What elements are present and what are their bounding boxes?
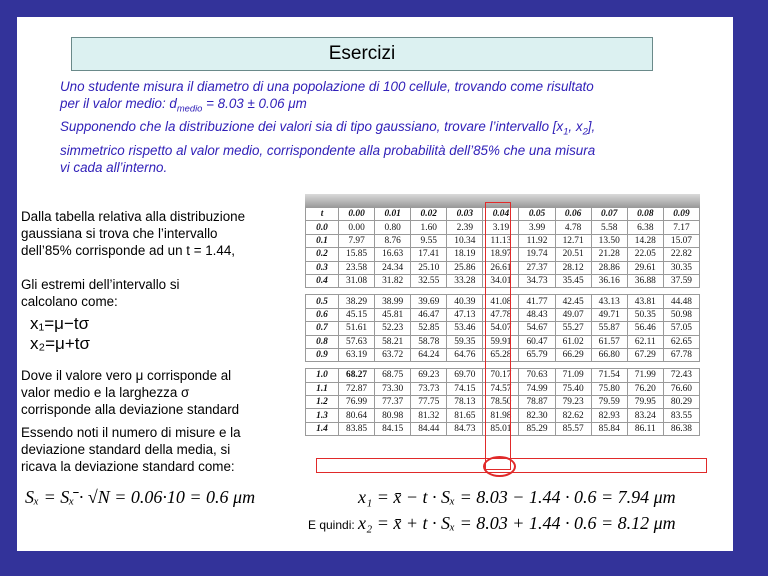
table-cell: 31.08	[339, 274, 375, 287]
table-cell: 81.65	[447, 409, 483, 422]
table-cell: 76.99	[339, 396, 375, 409]
table-cell: 34.01	[483, 274, 519, 287]
table-cell: 62.11	[627, 335, 663, 348]
table-cell: 84.15	[375, 422, 411, 435]
table-cell: 40.39	[447, 295, 483, 308]
highlight-circle-8501	[483, 456, 516, 477]
table-cell: 14.28	[627, 234, 663, 247]
row-header-cell: 0.7	[306, 322, 339, 335]
table-cell: 22.82	[663, 248, 699, 261]
table-cell: 52.85	[411, 322, 447, 335]
table-cell: 0.00	[339, 221, 375, 234]
table-cell: 80.98	[375, 409, 411, 422]
table-cell: 65.79	[519, 348, 555, 361]
table-cell: 50.98	[663, 308, 699, 321]
table-cell: 85.57	[555, 422, 591, 435]
explanation-paragraph-1	[21, 208, 245, 259]
table-cell: 78.50	[483, 396, 519, 409]
row-header-cell: 0.0	[306, 221, 339, 234]
table-cell: 55.87	[591, 322, 627, 335]
table-cell: 3.19	[483, 221, 519, 234]
table-cell: 62.65	[663, 335, 699, 348]
table-cell: 63.19	[339, 348, 375, 361]
p3-line-1: Dove il valore vero μ corrisponde al	[21, 368, 232, 383]
row-header-cell: 1.2	[306, 396, 339, 409]
table-cell: 10.34	[447, 234, 483, 247]
header-cell: 0.06	[555, 208, 591, 221]
table-cell: 57.05	[663, 322, 699, 335]
p4-line-3: ricava la deviazione standard come:	[21, 459, 235, 474]
p4-line-2: deviazione standard della media, si	[21, 442, 231, 457]
table-cell: 80.29	[663, 396, 699, 409]
p4-line-1: Essendo noti il numero di misure e la	[21, 425, 241, 440]
table-cell: 83.85	[339, 422, 375, 435]
table-cell: 79.23	[555, 396, 591, 409]
table-cell: 28.12	[555, 261, 591, 274]
explanation-paragraph-4	[21, 424, 241, 475]
header-cell: 0.03	[447, 208, 483, 221]
table-cell: 59.91	[483, 335, 519, 348]
table-cell: 55.27	[555, 322, 591, 335]
table-cell: 85.29	[519, 422, 555, 435]
table-cell: 67.29	[627, 348, 663, 361]
table-cell: 23.58	[339, 261, 375, 274]
table-cell: 49.71	[591, 308, 627, 321]
table-cell: 67.78	[663, 348, 699, 361]
table-cell: 80.64	[339, 409, 375, 422]
table-cell: 15.07	[663, 234, 699, 247]
row-header-cell: 1.0	[306, 369, 339, 382]
row-header-cell: 0.5	[306, 295, 339, 308]
table-cell: 58.78	[411, 335, 447, 348]
table-cell: 9.55	[411, 234, 447, 247]
table-cell: 11.92	[519, 234, 555, 247]
row-header-cell: 0.8	[306, 335, 339, 348]
table-cell: 17.41	[411, 248, 447, 261]
table-cell: 8.76	[375, 234, 411, 247]
table-cell: 29.61	[627, 261, 663, 274]
table-cell: 68.75	[375, 369, 411, 382]
table-cell: 12.71	[555, 234, 591, 247]
header-cell: 0.04	[483, 208, 519, 221]
table-cell: 5.58	[591, 221, 627, 234]
table-cell: 38.99	[375, 295, 411, 308]
table-cell: 86.11	[627, 422, 663, 435]
table-cell: 19.74	[519, 248, 555, 261]
table-cell: 86.38	[663, 422, 699, 435]
interval-formulas	[30, 314, 90, 354]
table-cell: 15.85	[339, 248, 375, 261]
table-cell: 45.81	[375, 308, 411, 321]
table-cell: 28.86	[591, 261, 627, 274]
table-cell: 66.80	[591, 348, 627, 361]
table-cell: 70.63	[519, 369, 555, 382]
table-cell: 38.29	[339, 295, 375, 308]
row-header-cell: 0.2	[306, 248, 339, 261]
table-cell: 83.24	[627, 409, 663, 422]
table-cell: 22.05	[627, 248, 663, 261]
table-cell: 59.35	[447, 335, 483, 348]
header-cell: 0.09	[663, 208, 699, 221]
table-cell: 54.67	[519, 322, 555, 335]
table-cell: 74.57	[483, 382, 519, 395]
table-cell: 71.54	[591, 369, 627, 382]
table-cell: 35.45	[555, 274, 591, 287]
table-cell: 46.47	[411, 308, 447, 321]
table-cell: 7.17	[663, 221, 699, 234]
row-header-cell: 0.1	[306, 234, 339, 247]
table-cell: 25.86	[447, 261, 483, 274]
table-cell: 79.95	[627, 396, 663, 409]
table-cell: 69.23	[411, 369, 447, 382]
table-cell: 21.28	[591, 248, 627, 261]
p1-line-2: gaussiana si trova che l’intervallo	[21, 226, 218, 241]
table-cell: 39.69	[411, 295, 447, 308]
table-cell: 84.73	[447, 422, 483, 435]
intro-line-4: simmetrico rispetto al valor medio, corrispondente alla probabilità dell’85% che una misura	[60, 142, 596, 158]
table-cell: 26.61	[483, 261, 519, 274]
table-cell: 47.13	[447, 308, 483, 321]
table-cell: 74.99	[519, 382, 555, 395]
table-cell: 74.15	[447, 382, 483, 395]
table-cell: 85.84	[591, 422, 627, 435]
table-cell: 16.63	[375, 248, 411, 261]
table-cell: 25.10	[411, 261, 447, 274]
table-cell: 30.35	[663, 261, 699, 274]
table-cell: 79.59	[591, 396, 627, 409]
explanation-paragraph-3	[21, 367, 239, 418]
table-cell: 37.59	[663, 274, 699, 287]
table-cell: 84.44	[411, 422, 447, 435]
intro-line-3-b: ],	[587, 119, 596, 135]
table-cell: 76.20	[627, 382, 663, 395]
row-header-cell: 0.3	[306, 261, 339, 274]
table-cell: 75.40	[555, 382, 591, 395]
intro-line-1: Uno studente misura il diametro di una popolazione di 100 cellule, trovando come risultato	[60, 79, 594, 94]
table-cell: 76.60	[663, 382, 699, 395]
intro-line-3-sub2: 2	[582, 127, 588, 138]
p3-line-2: valor medio e la larghezza σ	[21, 385, 190, 400]
header-cell: 0.08	[627, 208, 663, 221]
equation-x1: x₁ = x̄ − t · Sₓ = 8.03 − 1.44 · 0.6 = 7.94 μm	[358, 487, 676, 507]
table-cell: 71.99	[627, 369, 663, 382]
table-cell: 43.13	[591, 295, 627, 308]
header-cell: 0.01	[375, 208, 411, 221]
formula-x2: x₂=μ+tσ	[30, 334, 90, 353]
table-cell: 48.43	[519, 308, 555, 321]
table-cell: 45.15	[339, 308, 375, 321]
header-cell: 0.00	[339, 208, 375, 221]
table-cell: 50.35	[627, 308, 663, 321]
table-cell: 53.46	[447, 322, 483, 335]
intro-line-5: vi cada all’interno.	[60, 159, 168, 175]
table-cell: 34.73	[519, 274, 555, 287]
table-cell: 81.98	[483, 409, 519, 422]
p2-line-2: calcolano come:	[21, 294, 118, 309]
table-cell: 54.07	[483, 322, 519, 335]
row-header-cell: 1.4	[306, 422, 339, 435]
table-cell: 78.13	[447, 396, 483, 409]
table-cell: 36.88	[627, 274, 663, 287]
p2-line-1: Gli estremi dell’intervallo si	[21, 277, 180, 292]
row-header-cell: 0.4	[306, 274, 339, 287]
row-header-cell: 0.6	[306, 308, 339, 321]
intro-line-2	[60, 95, 706, 118]
row-header-cell: 1.1	[306, 382, 339, 395]
table-cell: 77.37	[375, 396, 411, 409]
table-cell: 49.07	[555, 308, 591, 321]
p1-line-3: dell’85% corrisponde ad un t = 1.44,	[21, 243, 236, 258]
table-cell: 82.30	[519, 409, 555, 422]
intro-line-3-a: Supponendo che la distribuzione dei valori sia di tipo gaussiano, trovare l’intervallo [x	[60, 119, 564, 135]
table-cell: 63.72	[375, 348, 411, 361]
table-cell: 71.09	[555, 369, 591, 382]
table-cell: 20.51	[555, 248, 591, 261]
highlight-column-004	[485, 202, 511, 470]
table-cell: 36.16	[591, 274, 627, 287]
table-cell: 51.61	[339, 322, 375, 335]
table-cell: 85.01	[483, 422, 519, 435]
table-cell: 64.24	[411, 348, 447, 361]
table-cell: 6.38	[627, 221, 663, 234]
table-cell: 2.39	[447, 221, 483, 234]
p3-line-3: corrisponde alla deviazione standard	[21, 402, 240, 417]
explanation-paragraph-2	[21, 276, 180, 310]
table-cell: 13.50	[591, 234, 627, 247]
table-cell: 11.13	[483, 234, 519, 247]
table-cell: 33.28	[447, 274, 483, 287]
table-cell: 56.46	[627, 322, 663, 335]
table-cell: 68.27	[339, 369, 375, 382]
table-cell: 41.08	[483, 295, 519, 308]
table-cell: 69.70	[447, 369, 483, 382]
table-cell: 73.73	[411, 382, 447, 395]
table-cell: 31.82	[375, 274, 411, 287]
table-cell: 57.63	[339, 335, 375, 348]
table-cell: 7.97	[339, 234, 375, 247]
p1-line-1: Dalla tabella relativa alla distribuzione	[21, 209, 246, 224]
slide-title: Esercizi	[71, 37, 653, 71]
table-cell: 75.80	[591, 382, 627, 395]
table-cell: 83.55	[663, 409, 699, 422]
row-header-cell: 0.9	[306, 348, 339, 361]
header-cell: 0.07	[591, 208, 627, 221]
table-cell: 0.80	[375, 221, 411, 234]
table-cell: 44.48	[663, 295, 699, 308]
table-cell: 72.87	[339, 382, 375, 395]
table-cell: 24.34	[375, 261, 411, 274]
table-cell: 65.28	[483, 348, 519, 361]
table-cell: 52.23	[375, 322, 411, 335]
table-cell: 81.32	[411, 409, 447, 422]
header-cell: 0.02	[411, 208, 447, 221]
equation-label: E quindi:	[308, 518, 355, 532]
table-cell: 66.29	[555, 348, 591, 361]
table-cell: 64.76	[447, 348, 483, 361]
table-cell: 82.93	[591, 409, 627, 422]
formula-x1: x₁=μ−tσ	[30, 314, 90, 333]
table-cell: 61.02	[555, 335, 591, 348]
table-cell: 41.77	[519, 295, 555, 308]
table-cell: 61.57	[591, 335, 627, 348]
table-cell: 70.17	[483, 369, 519, 382]
table-cell: 3.99	[519, 221, 555, 234]
header-cell: 0.05	[519, 208, 555, 221]
intro-line-2-sub: medio	[176, 104, 203, 115]
table-cell: 82.62	[555, 409, 591, 422]
table-cell: 77.75	[411, 396, 447, 409]
intro-line-2-b: = 8.03 ± 0.06 μm	[202, 96, 307, 112]
table-cell: 18.97	[483, 248, 519, 261]
table-cell: 78.87	[519, 396, 555, 409]
intro-line-3-sep: , x	[568, 119, 583, 135]
equation-x2: x₂ = x̄ + t · Sₓ = 8.03 + 1.44 · 0.6 = 8.12 μm	[358, 513, 676, 533]
table-cell: 4.78	[555, 221, 591, 234]
table-cell: 58.21	[375, 335, 411, 348]
table-cell: 72.43	[663, 369, 699, 382]
table-cell: 27.37	[519, 261, 555, 274]
table-cell: 18.19	[447, 248, 483, 261]
table-cell: 42.45	[555, 295, 591, 308]
intro-line-3-sub1: 1	[563, 127, 569, 138]
table-cell: 73.30	[375, 382, 411, 395]
table-cell: 47.78	[483, 308, 519, 321]
table-cell: 43.81	[627, 295, 663, 308]
header-cell-t: t	[306, 208, 339, 221]
table-cell: 60.47	[519, 335, 555, 348]
equation-sx: Sₓ = Sₓ̄ · √N = 0.06·10 = 0.6 μm	[25, 487, 256, 507]
table-cell: 32.55	[411, 274, 447, 287]
intro-line-2-a: per il valor medio: d	[60, 96, 177, 112]
row-header-cell: 1.3	[306, 409, 339, 422]
table-cell: 1.60	[411, 221, 447, 234]
intro-line-3	[60, 118, 706, 141]
problem-statement	[60, 78, 706, 176]
